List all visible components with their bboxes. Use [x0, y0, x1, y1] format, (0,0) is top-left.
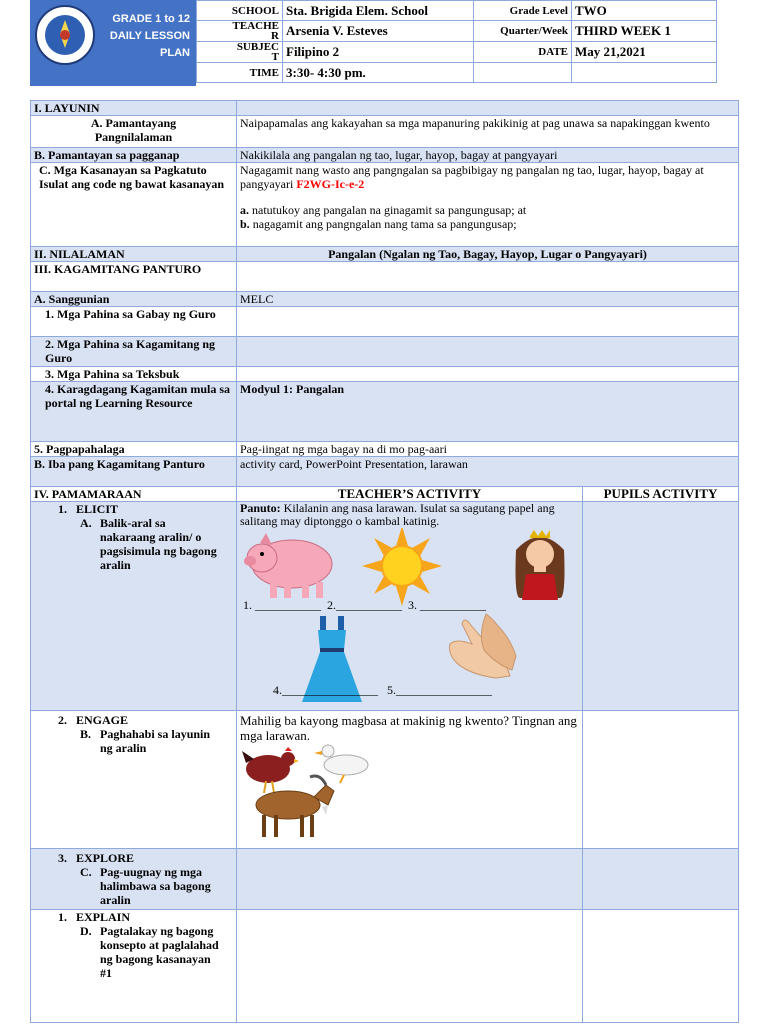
pagpapahalaga-label: 5. Pagpapahalaga [31, 442, 237, 457]
blank-5: 5.________________ [387, 683, 492, 697]
pamamaraan-heading: IV. PAMAMARAAN [31, 487, 237, 502]
blank-4: 4.________________ [273, 683, 378, 697]
learning-resource-label: 4. Karagdagang Kagamitan mula sa portal ng Learning Resource [31, 382, 237, 442]
sanggunian-label: A. Sanggunian [31, 292, 237, 307]
princess-icon [516, 530, 565, 600]
kasanayan-text: Nagagamit nang wasto ang pangngalan sa pagbibigay ng pangalan ng tao, lugar, hayop, bagay at pangyayari F2WG-Ic-e-2 a. natutukoy ang pangalan na ginagamit sa pangungusap; at b. nagagamit ang pangngalan nang tama sa pangungusap; [237, 163, 739, 247]
teacher-value: Arsenia V. Esteves [283, 21, 474, 42]
deped-seal-logo [34, 4, 96, 66]
engage-activity: Mahilig ba kayong magbasa at makinig ng kwento? Tingnan ang mga larawan. [237, 711, 583, 849]
blank-3: 3. ___________ [408, 598, 486, 612]
pamantayan-pagganap-label: B. Pamantayan sa pagganap [31, 148, 237, 163]
quarter-week-value: THIRD WEEK 1 [572, 21, 717, 42]
deped-banner [30, 0, 196, 86]
explore-activity [237, 849, 583, 910]
explain-activity [237, 910, 583, 1023]
learning-resource-text: Modyul 1: Pangalan [237, 382, 739, 442]
layunin-heading: I. LAYUNIN [31, 101, 237, 116]
nilalaman-heading: II. NILALAMAN [31, 247, 237, 262]
pupils-activity-heading: PUPILS ACTIVITY [583, 487, 739, 502]
date-value: May 21,2021 [572, 42, 717, 63]
pig-icon [244, 533, 332, 598]
elicit-activity: Panuto: Kilalanin ang nasa larawan. Isulat sa sagutang papel ang salitang may diptonggo o kambal katinig. 1. ___________ 2.___________ 3. ___________ 4.________________ 5.________________ [237, 502, 583, 711]
elicit-label: 1. ELICIT A. Balik-aral sa nakaraang aralin/ o pagsisimula ng bagong aralin [31, 502, 237, 711]
hen-icon [242, 747, 299, 793]
nilalaman-text: Pangalan (Ngalan ng Tao, Bagay, Hayop, Lugar o Pangyayari) [237, 247, 739, 262]
date-label: DATE [474, 42, 572, 63]
pamantayang-pangnilalaman-text: Naipapamalas ang kakayahan sa mga mapanuring pakikinig at pag unawa sa napakinggan kwento [237, 116, 739, 148]
blank-2: 2.___________ [327, 598, 402, 612]
elicit-pictures [240, 528, 580, 704]
lesson-plan-header [30, 0, 738, 86]
clapping-hands-icon [450, 614, 517, 678]
teksbuk-label: 3. Mga Pahina sa Teksbuk [31, 367, 237, 382]
blank-1: 1. ___________ [243, 598, 321, 612]
school-value: Sta. Brigida Elem. School [283, 1, 474, 21]
grade-level-value: TWO [572, 1, 717, 21]
subject-value: Filipino 2 [283, 42, 474, 63]
explore-label: 3. EXPLORE C. Pag-uugnay ng mga halimbawa sa bagong aralin [31, 849, 237, 910]
kasanayan-label: C. Mga Kasanayan sa Pagkatuto Isulat ang code ng bawat kasanayan [31, 163, 237, 247]
pamantayan-pagganap-text: Nakikilala ang pangalan ng tao, lugar, hayop, bagay at pangyayari [237, 148, 739, 163]
banner-line-2: DAILY LESSON [109, 30, 190, 42]
sanggunian-text: MELC [237, 292, 739, 307]
elicit-pupils-cell [583, 502, 739, 711]
iba-pang-kagamitan-label: B. Iba pang Kagamitang Panturo [31, 457, 237, 487]
explore-pupils-cell [583, 849, 739, 910]
lesson-plan-table [30, 100, 739, 1023]
explain-pupils-cell [583, 910, 739, 1023]
engage-label: 2. ENGAGE B. Paghahabi sa layunin ng aralin [31, 711, 237, 849]
header-info-table [196, 0, 717, 83]
pamantayang-pangnilalaman-label: A. Pamantayang Pangnilalaman [31, 116, 237, 148]
grade-level-label: Grade Level [474, 1, 572, 21]
engage-pupils-cell [583, 711, 739, 849]
subject-label: SUBJEC T [197, 42, 283, 63]
pagpapahalaga-text: Pag-iingat ng mga bagay na di mo pag-aari [237, 442, 739, 457]
sun-icon [362, 528, 442, 606]
teacher-label: TEACHE R [197, 21, 283, 42]
kagamitang-guro-label: 2. Mga Pahina sa Kagamitang ng Guro [31, 337, 237, 367]
engage-pictures [240, 743, 380, 839]
banner-line-1: GRADE 1 to 12 [112, 13, 190, 25]
competency-code: F2WG-Ic-e-2 [296, 177, 365, 191]
iba-pang-kagamitan-text: activity card, PowerPoint Presentation, larawan [237, 457, 739, 487]
time-value: 3:30- 4:30 pm. [283, 63, 474, 83]
kagamitang-panturo-heading: III. KAGAMITANG PANTURO [31, 262, 237, 292]
explain-label: 1. EXPLAIN D. Pagtalakay ng bagong konsepto at paglalahad ng bagong kasanayan #1 [31, 910, 237, 1023]
banner-line-3: PLAN [160, 47, 190, 59]
teachers-activity-heading: TEACHER’S ACTIVITY [237, 487, 583, 502]
school-label: SCHOOL [197, 1, 283, 21]
time-label: TIME [197, 63, 283, 83]
goat-icon [256, 776, 334, 837]
quarter-week-label: Quarter/Week [474, 21, 572, 42]
gabay-guro-label: 1. Mga Pahina sa Gabay ng Guro [31, 307, 237, 337]
